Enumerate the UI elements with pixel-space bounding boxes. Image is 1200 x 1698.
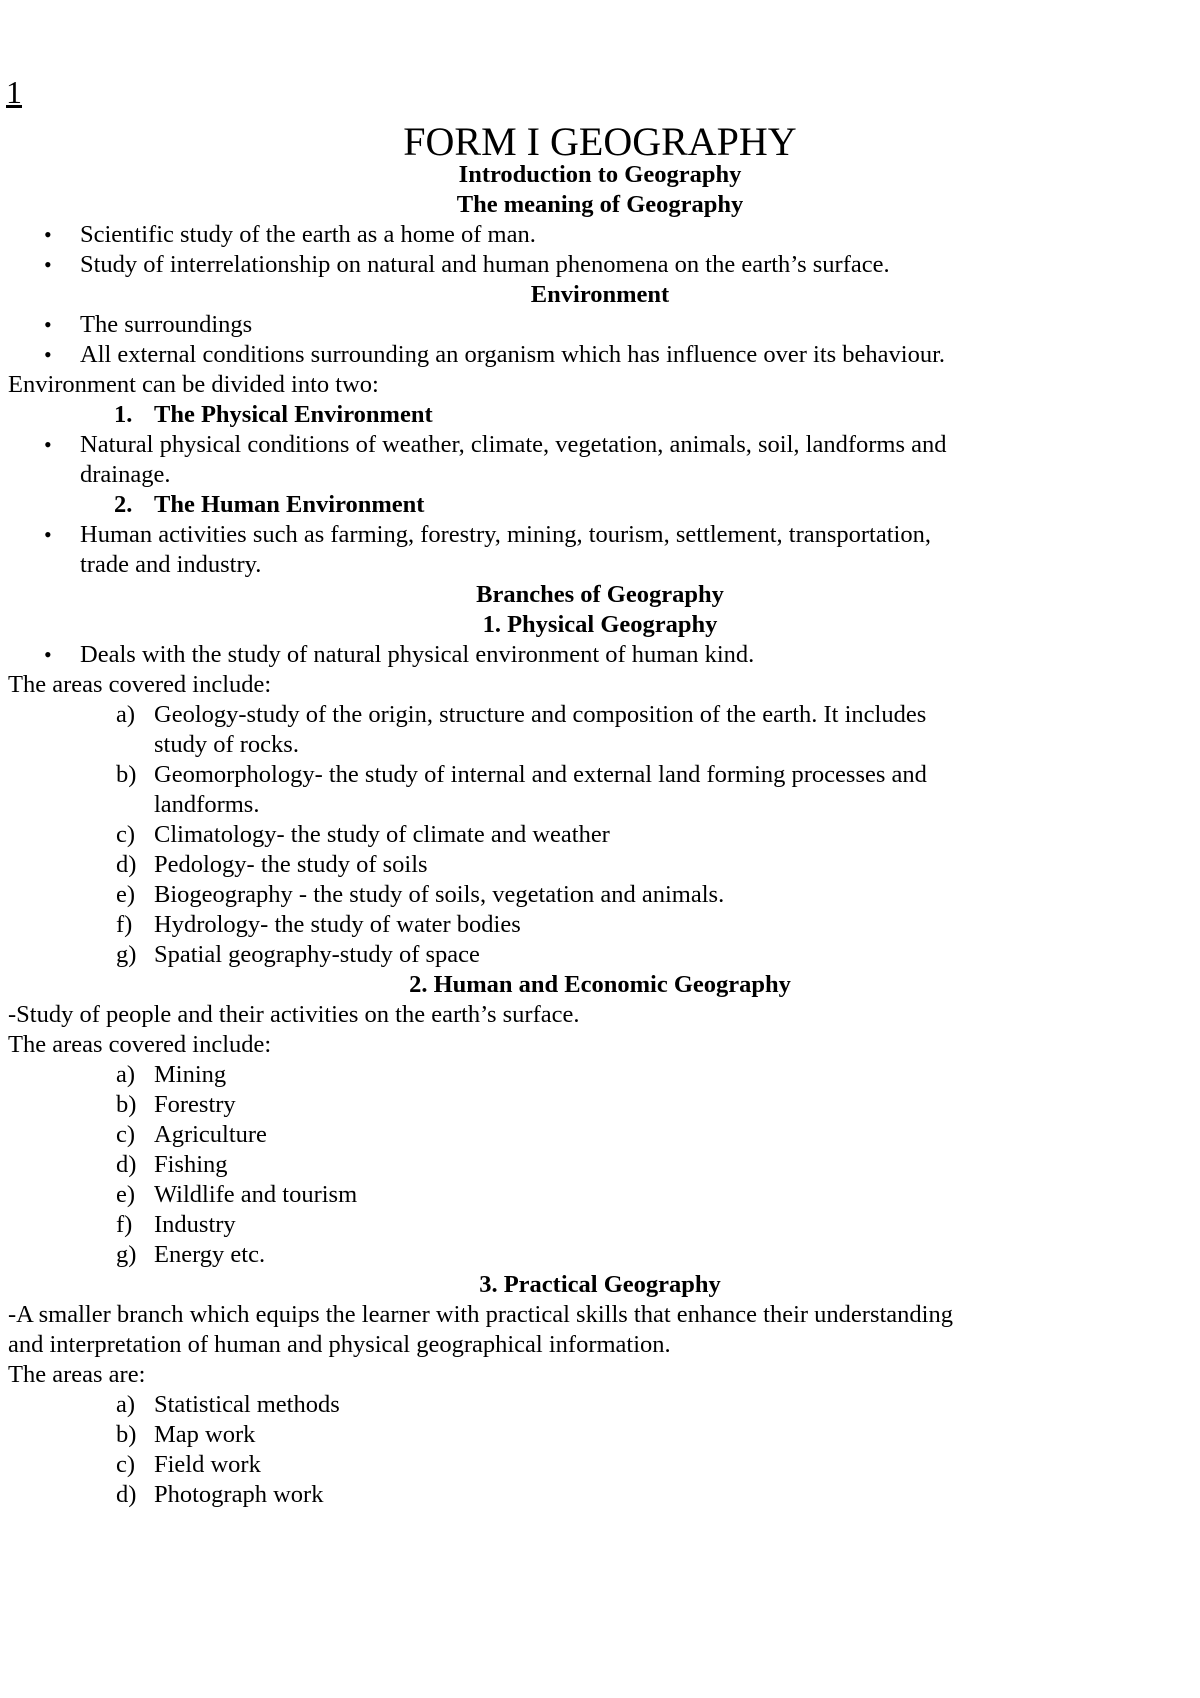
- list-letter: c): [116, 821, 136, 848]
- list-item: [0, 248, 1200, 281]
- list-text: Statistical methods: [154, 1391, 340, 1418]
- practical-geography-heading: [0, 1268, 1200, 1301]
- heading-text: Physical Geography: [507, 611, 718, 638]
- list-item: [0, 1088, 1200, 1121]
- list-text: Geology-study of the origin, structure and composition of the earth. It includes: [154, 701, 927, 728]
- paragraph-text: -Study of people and their activities on the earth’s surface.: [8, 1001, 580, 1028]
- list-text: Industry: [154, 1211, 236, 1238]
- list-text: Forestry: [154, 1091, 236, 1118]
- list-item: [0, 758, 1200, 791]
- list-letter: e): [116, 1181, 136, 1208]
- bullet-text: • The surroundings: [80, 311, 253, 338]
- list-item: [0, 518, 1200, 551]
- list-text: Spatial geography-study of space: [154, 941, 480, 968]
- bullet-text: trade and industry.: [80, 551, 262, 578]
- list-letter: f): [116, 1211, 133, 1238]
- heading-text: The Physical Environment: [154, 401, 433, 428]
- bullet-text: • Study of interrelationship on natural and human phenomena on the earth’s surface.: [80, 251, 890, 278]
- list-item: [0, 1178, 1200, 1211]
- list-number: 1.: [482, 611, 501, 638]
- list-number: 1.: [114, 401, 133, 428]
- meaning-heading: The meaning of Geography: [456, 191, 744, 218]
- list-item: [0, 938, 1200, 971]
- list-text: Mining: [154, 1061, 227, 1088]
- list-number: 3.: [479, 1271, 498, 1298]
- list-text: Biogeography - the study of soils, vegetation and animals.: [154, 881, 725, 908]
- list-letter: d): [116, 1151, 137, 1178]
- bullet-text: • Human activities such as farming, forestry, mining, tourism, settlement, transportation,: [80, 521, 931, 548]
- list-item: [0, 1208, 1200, 1241]
- list-text: landforms.: [154, 791, 260, 818]
- list-letter: g): [116, 1241, 137, 1268]
- list-text: Geomorphology- the study of internal and external land forming processes and: [154, 761, 927, 788]
- list-item: [0, 878, 1200, 911]
- human-environment-heading: [0, 488, 1200, 521]
- intro-heading: Introduction to Geography: [458, 161, 742, 188]
- list-letter: a): [116, 1061, 136, 1088]
- environment-heading: Environment: [530, 281, 670, 308]
- list-text: Field work: [154, 1451, 261, 1478]
- list-letter: a): [116, 701, 136, 728]
- list-letter: a): [116, 1391, 136, 1418]
- heading-text: Practical Geography: [503, 1271, 721, 1298]
- page-number: 1: [6, 74, 22, 110]
- paragraph-text: The areas are:: [8, 1361, 146, 1388]
- list-item: [0, 848, 1200, 881]
- paragraph-text: The areas covered include:: [8, 671, 272, 698]
- list-item: [0, 908, 1200, 941]
- list-number: 2.: [114, 491, 133, 518]
- list-letter: b): [116, 761, 137, 788]
- physical-geography-heading: [0, 608, 1200, 641]
- paragraph-text: The areas covered include:: [8, 1031, 272, 1058]
- bullet-text: • Natural physical conditions of weather, climate, vegetation, animals, soil, landforms and: [80, 431, 947, 458]
- list-letter: d): [116, 851, 137, 878]
- list-item: [0, 1388, 1200, 1421]
- human-geography-heading: [0, 968, 1200, 1001]
- list-text: Fishing: [154, 1151, 228, 1178]
- heading-text: Human and Economic Geography: [433, 971, 791, 998]
- physical-environment-heading: [0, 398, 1200, 431]
- list-text: Agriculture: [154, 1121, 267, 1148]
- heading-text: The Human Environment: [154, 491, 425, 518]
- list-item-continuation: [0, 788, 1200, 821]
- paragraph-text: -A smaller branch which equips the learner with practical skills that enhance their understanding: [8, 1301, 953, 1328]
- list-text: Hydrology- the study of water bodies: [154, 911, 521, 938]
- bullet-text: • Scientific study of the earth as a home of man.: [80, 221, 536, 248]
- list-item: [0, 1148, 1200, 1181]
- list-letter: e): [116, 881, 136, 908]
- list-item: [0, 1238, 1200, 1271]
- list-item: [0, 338, 1200, 371]
- list-item: [0, 638, 1200, 671]
- list-item: [0, 1448, 1200, 1481]
- list-letter: d): [116, 1481, 137, 1508]
- list-text: Pedology- the study of soils: [154, 851, 428, 878]
- list-item: [0, 1058, 1200, 1091]
- bullet-text: drainage.: [80, 461, 171, 488]
- list-text: Energy etc.: [154, 1241, 266, 1268]
- paragraph-text: Environment can be divided into two:: [8, 371, 379, 398]
- list-letter: f): [116, 911, 133, 938]
- branches-heading: Branches of Geography: [476, 581, 724, 608]
- list-item: [0, 428, 1200, 461]
- list-item: [0, 818, 1200, 851]
- list-item: [0, 1118, 1200, 1151]
- list-text: Climatology- the study of climate and weather: [154, 821, 610, 848]
- list-item: [0, 698, 1200, 731]
- list-text: Photograph work: [154, 1481, 324, 1508]
- list-item-continuation: [0, 548, 1200, 581]
- list-letter: c): [116, 1121, 136, 1148]
- list-item-continuation: [0, 458, 1200, 491]
- list-number: 2.: [409, 971, 428, 998]
- list-letter: b): [116, 1421, 137, 1448]
- list-item: [0, 1418, 1200, 1451]
- page-title: FORM I GEOGRAPHY: [403, 119, 797, 164]
- list-letter: c): [116, 1451, 136, 1478]
- list-letter: b): [116, 1091, 137, 1118]
- list-text: study of rocks.: [154, 731, 299, 758]
- list-letter: g): [116, 941, 137, 968]
- bullet-text: • Deals with the study of natural physical environment of human kind.: [80, 641, 755, 668]
- list-text: Map work: [154, 1421, 256, 1448]
- list-item: [0, 308, 1200, 341]
- list-text: Wildlife and tourism: [154, 1181, 358, 1208]
- list-item: [0, 218, 1200, 251]
- bullet-text: • All external conditions surrounding an organism which has influence over its behaviour.: [80, 341, 946, 368]
- list-item: [0, 1478, 1200, 1511]
- paragraph-text: and interpretation of human and physical geographical information.: [8, 1331, 671, 1358]
- list-item-continuation: [0, 728, 1200, 761]
